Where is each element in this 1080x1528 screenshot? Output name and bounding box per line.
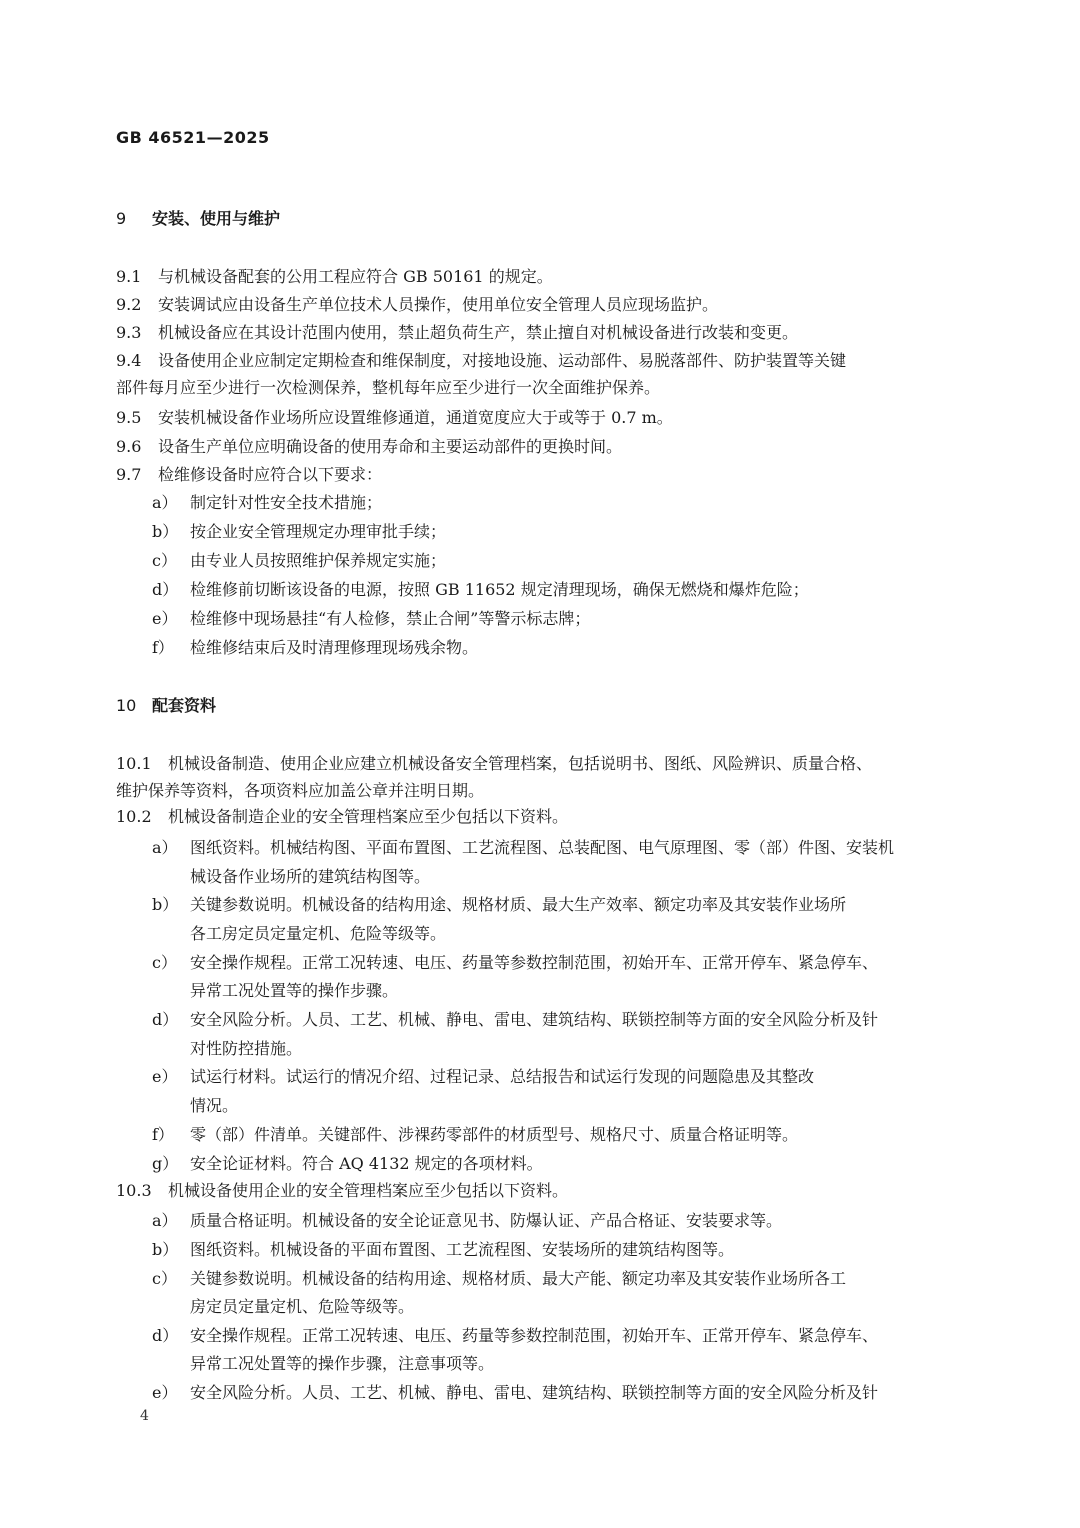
list-item-9-7-d xyxy=(152,577,809,600)
list-text: 安全论证材料。符合 AQ 4132 规定的各项材料。 xyxy=(190,1154,543,1173)
clause-number: 9.1 xyxy=(116,267,142,286)
list-letter: a） xyxy=(152,493,178,512)
clause-text: 安装调试应由设备生产单位技术人员操作，使用单位安全管理人员应现场监护。 xyxy=(158,295,719,314)
list-text: 检维修前切断该设备的电源，按照 GB 11652 规定清理现场，确保无燃烧和爆炸危险； xyxy=(190,580,809,599)
clause-10-1 xyxy=(116,749,956,778)
clause-text: 机械设备制造企业的安全管理档案应至少包括以下资料。 xyxy=(168,807,569,826)
list-letter: b） xyxy=(152,895,179,914)
clause-text: 机械设备应在其设计范围内使用，禁止超负荷生产，禁止擅自对机械设备进行改装和变更。 xyxy=(158,323,799,342)
clause-text: 检维修设备时应符合以下要求： xyxy=(158,465,383,484)
section-10-heading xyxy=(116,693,216,716)
clause-10-3 xyxy=(116,1176,956,1205)
list-text: 按企业安全管理规定办理审批手续； xyxy=(190,522,447,541)
list-item-10-2-e xyxy=(152,1064,814,1087)
list-text: 安全风险分析。人员、工艺、机械、静电、雷电、建筑结构、联锁控制等方面的安全风险分析及针 xyxy=(190,1010,879,1029)
clause-9-7 xyxy=(116,460,956,489)
list-item-10-2-e-continued: 情况。 xyxy=(190,1096,239,1115)
section-9-heading xyxy=(116,206,280,229)
clause-number: 9.2 xyxy=(116,295,142,314)
clause-text: 机械设备制造、使用企业应建立机械设备安全管理档案，包括说明书、图纸、风险辨识、质量合格、 xyxy=(168,754,873,773)
list-text: 图纸资料。机械结构图、平面布置图、工艺流程图、总装配图、电气原理图、零（部）件图、安装机 xyxy=(190,838,895,857)
list-item-10-2-f xyxy=(152,1122,798,1145)
list-letter: d） xyxy=(152,580,179,599)
list-text: 制定针对性安全技术措施； xyxy=(190,493,383,512)
list-text: 关键参数说明。机械设备的结构用途、规格材质、最大生产效率、额定功率及其安装作业场所 xyxy=(190,895,847,914)
clause-number: 9.3 xyxy=(116,323,142,342)
clause-number: 9.4 xyxy=(116,351,142,370)
list-letter: c） xyxy=(152,1269,177,1288)
list-text: 零（部）件清单。关键部件、涉裸药零部件的材质型号、规格尺寸、质量合格证明等。 xyxy=(190,1125,799,1144)
list-item-10-3-c xyxy=(152,1266,846,1289)
list-letter: b） xyxy=(152,1240,179,1259)
list-letter: f） xyxy=(152,638,174,657)
list-item-10-3-b xyxy=(152,1237,734,1260)
list-item-10-3-c-continued: 房定员定量定机、危险等级等。 xyxy=(190,1297,415,1316)
list-item-9-7-b xyxy=(152,519,446,542)
list-item-10-2-a-continued: 械设备作业场所的建筑结构图等。 xyxy=(190,867,431,886)
clause-9-6 xyxy=(116,432,956,461)
list-letter: c） xyxy=(152,551,177,570)
list-text: 关键参数说明。机械设备的结构用途、规格材质、最大产能、额定功率及其安装作业场所各工 xyxy=(190,1269,847,1288)
list-item-10-2-c-continued: 异常工况处置等的操作步骤。 xyxy=(190,981,399,1000)
list-text: 检维修中现场悬挂“有人检修，禁止合闸”等警示标志牌； xyxy=(190,609,591,628)
clause-text: 安装机械设备作业场所应设置维修通道，通道宽度应大于或等于 0.7 m。 xyxy=(158,408,673,427)
list-item-9-7-e xyxy=(152,606,590,629)
clause-text: 机械设备使用企业的安全管理档案应至少包括以下资料。 xyxy=(168,1181,569,1200)
list-item-10-2-b xyxy=(152,892,846,915)
list-item-10-3-d-continued: 异常工况处置等的操作步骤，注意事项等。 xyxy=(190,1354,495,1373)
section-title: 配套资料 xyxy=(152,696,217,715)
list-letter: e） xyxy=(152,1067,178,1086)
clause-9-2 xyxy=(116,290,956,319)
list-letter: g） xyxy=(152,1154,179,1173)
clause-number: 10.3 xyxy=(116,1181,152,1200)
clause-text: 与机械设备配套的公用工程应符合 GB 50161 的规定。 xyxy=(158,267,553,286)
list-letter: b） xyxy=(152,522,179,541)
list-letter: d） xyxy=(152,1326,179,1345)
list-text: 检维修结束后及时清理修理现场残余物。 xyxy=(190,638,479,657)
list-item-10-3-d xyxy=(152,1323,878,1346)
section-title: 安装、使用与维护 xyxy=(152,209,281,228)
clause-10-2 xyxy=(116,802,956,831)
list-item-10-2-b-continued: 各工房定员定量定机、危险等级等。 xyxy=(190,924,447,943)
list-item-10-2-d xyxy=(152,1007,878,1030)
list-letter: e） xyxy=(152,1383,178,1402)
list-item-10-2-a xyxy=(152,835,894,858)
list-text: 质量合格证明。机械设备的安全论证意见书、防爆认证、产品合格证、安装要求等。 xyxy=(190,1211,783,1230)
clause-number: 9.5 xyxy=(116,408,142,427)
page-number: 4 xyxy=(140,1408,149,1424)
list-letter: e） xyxy=(152,609,178,628)
list-text: 图纸资料。机械设备的平面布置图、工艺流程图、安装场所的建筑结构图等。 xyxy=(190,1240,735,1259)
list-text: 安全操作规程。正常工况转速、电压、药量等参数控制范围，初始开车、正常开停车、紧急停车、 xyxy=(190,953,879,972)
list-text: 安全风险分析。人员、工艺、机械、静电、雷电、建筑结构、联锁控制等方面的安全风险分析及针 xyxy=(190,1383,879,1402)
list-text: 安全操作规程。正常工况转速、电压、药量等参数控制范围，初始开车、正常开停车、紧急停车、 xyxy=(190,1326,879,1345)
clause-number: 10.2 xyxy=(116,807,152,826)
list-letter: c） xyxy=(152,953,177,972)
list-letter: a） xyxy=(152,838,178,857)
clause-text: 设备使用企业应制定定期检查和维保制度，对接地设施、运动部件、易脱落部件、防护装置等关键 xyxy=(158,351,847,370)
list-item-9-7-c xyxy=(152,548,446,571)
list-letter: f） xyxy=(152,1125,174,1144)
list-text: 试运行材料。试运行的情况介绍、过程记录、总结报告和试运行发现的问题隐患及其整改 xyxy=(190,1067,815,1086)
list-letter: a） xyxy=(152,1211,178,1230)
list-item-10-3-e xyxy=(152,1380,878,1403)
clause-9-5 xyxy=(116,403,956,432)
clause-9-4 xyxy=(116,346,956,375)
list-text: 由专业人员按照维护保养规定实施； xyxy=(190,551,447,570)
section-number: 9 xyxy=(116,209,127,228)
list-item-9-7-a xyxy=(152,490,382,513)
list-item-10-2-c xyxy=(152,950,878,973)
clause-10-1-continued: 维护保养等资料，各项资料应加盖公章并注明日期。 xyxy=(116,781,485,800)
section-number: 10 xyxy=(116,696,137,715)
list-letter: d） xyxy=(152,1010,179,1029)
list-item-10-2-d-continued: 对性防控措施。 xyxy=(190,1039,303,1058)
clause-number: 9.7 xyxy=(116,465,142,484)
clause-text: 设备生产单位应明确设备的使用寿命和主要运动部件的更换时间。 xyxy=(158,437,623,456)
list-item-10-2-g xyxy=(152,1151,543,1174)
clause-9-3 xyxy=(116,318,956,347)
clause-number: 10.1 xyxy=(116,754,152,773)
list-item-10-3-a xyxy=(152,1208,782,1231)
list-item-9-7-f xyxy=(152,635,478,658)
clause-9-1 xyxy=(116,262,956,291)
standard-code: GB 46521—2025 xyxy=(116,128,270,147)
clause-number: 9.6 xyxy=(116,437,142,456)
clause-9-4-continued: 部件每月应至少进行一次检测保养，整机每年应至少进行一次全面维护保养。 xyxy=(116,378,661,397)
